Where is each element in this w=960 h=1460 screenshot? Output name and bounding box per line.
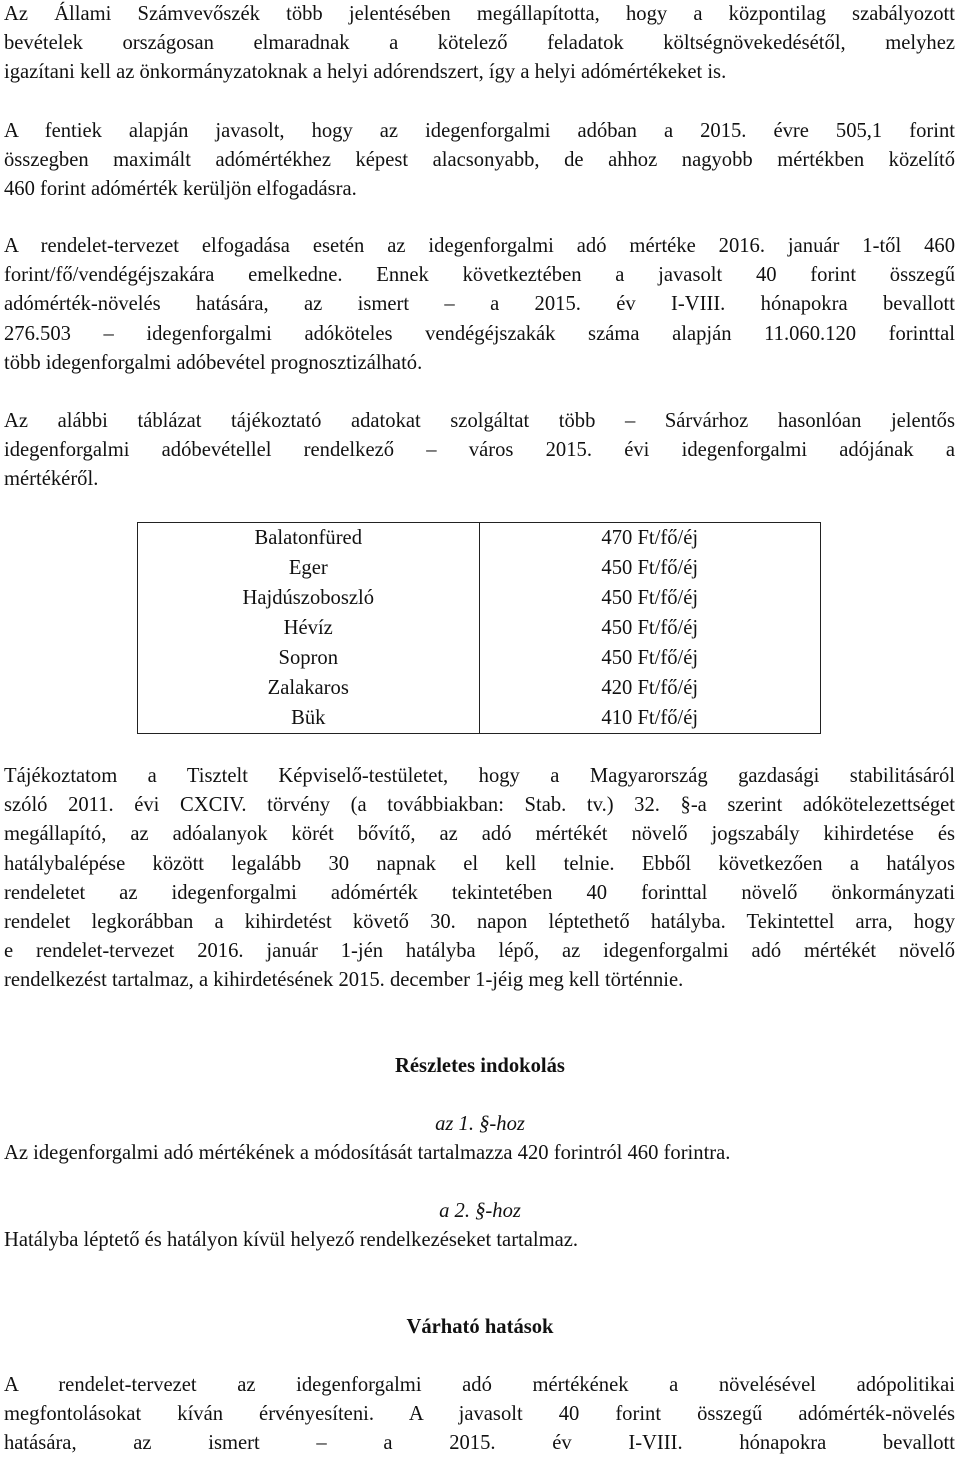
rate-cell: 450 Ft/fő/éj [479, 583, 821, 613]
rate-cell: 450 Ft/fő/éj [479, 613, 821, 643]
section-heading-detailed: Részletes indokolás [395, 1055, 565, 1077]
text-line: adómérték-növelés hatására, az ismert – a 2015. év I-VIII. hónapokra bevallott [4, 293, 955, 316]
text-line: Az Állami Számvevőszék több jelentésében megállapította, hogy a központilag szabályozott [4, 3, 955, 25]
text-line: több idegenforgalmi adóbevétel prognosztizálható. [4, 351, 423, 374]
table-row [138, 613, 821, 643]
text-line: szóló 2011. évi CXCIV. törvény (a továbbiakban: Stab. tv.) 32. §-a szerint adókötelezettséget [4, 794, 955, 817]
table-row [138, 523, 821, 554]
paragraph-intro [4, 0, 955, 88]
city-tax-table [137, 522, 821, 734]
paragraph-section-2 [4, 1226, 955, 1255]
text-line: bevételek országosan elmaradnak a kötelező feladatok költségnövekedésétől, melyhez [4, 32, 955, 55]
text-line: hatálybalépése között legalább 30 napnak el kell telnie. Ebből következően a hatályos [4, 852, 955, 875]
text-line: 460 forint adómérték kerüljön elfogadásra. [4, 178, 357, 201]
text-line: 276.503 – idegenforgalmi adóköteles vendégéjszakák száma alapján 11.060.120 forinttal [4, 322, 955, 345]
text-line: Az alábbi táblázat tájékoztató adatokat szolgáltat több – Sárvárhoz hasonlóan jelentős [4, 410, 955, 432]
rate-cell: 420 Ft/fő/éj [479, 673, 821, 703]
text-line: e rendelet-tervezet 2016. január 1-jén hatályba lépő, az idegenforgalmi adó mértékét növelő [4, 940, 955, 963]
text-line: Hatályba léptető és hatályon kívül helyező rendelkezéseket tartalmaz. [4, 1229, 579, 1251]
table-row [138, 643, 821, 673]
city-cell: Eger [138, 553, 480, 583]
subheading-section-2: a 2. §-hoz [439, 1200, 521, 1222]
table-row [138, 703, 821, 734]
text-line: forint/fő/vendégéjszakára emelkedne. Ennek következtében a javasolt 40 forint összegű [4, 264, 955, 287]
city-cell: Hévíz [138, 613, 480, 643]
text-line: Tájékoztatom a Tisztelt Képviselő-testületet, hogy a Magyarország gazdasági stabilitásáról [4, 765, 955, 787]
rate-cell: 410 Ft/fő/éj [479, 703, 821, 734]
text-line: A rendelet-tervezet az idegenforgalmi adó mértékének a növelésével adópolitikai [4, 1374, 955, 1396]
rate-cell: 470 Ft/fő/éj [479, 523, 821, 554]
city-cell: Bük [138, 703, 480, 734]
text-line: rendelet legkorábban a kihirdetést követő 30. napon léptethető hatályba. Tekintettel arra, hogy [4, 911, 955, 934]
city-cell: Balatonfüred [138, 523, 480, 554]
table-row [138, 583, 821, 613]
text-line: A rendelet-tervezet elfogadása esetén az idegenforgalmi adó mértéke 2016. január 1-től 460 [4, 235, 955, 257]
city-cell: Zalakaros [138, 673, 480, 703]
text-line: megállapító, az adóalanyok körét bővítő, az adó mértékét növelő jogszabály kihirdetése és [4, 823, 955, 846]
subheading-section-1: az 1. §-hoz [435, 1113, 525, 1135]
text-line: igazítani kell az önkormányzatoknak a helyi adórendszert, így a helyi adómértékeket is. [4, 61, 727, 84]
paragraph-impacts [4, 1371, 955, 1459]
text-line: hatására, az ismert – a 2015. év I-VIII. hónapokra bevallott [4, 1432, 955, 1455]
section-heading-impacts: Várható hatások [406, 1316, 554, 1338]
paragraph-forecast [4, 232, 955, 378]
text-line: megfontolásokat kíván érvényesíteni. A javasolt 40 forint összegű adómérték-növelés [4, 1403, 955, 1426]
paragraph-stab-law [4, 762, 955, 996]
city-cell: Sopron [138, 643, 480, 673]
text-line: mértékéről. [4, 468, 99, 491]
text-line: A fentiek alapján javasolt, hogy az idegenforgalmi adóban a 2015. évre 505,1 forint [4, 120, 955, 142]
text-line: összegben maximált adómértékhez képest alacsonyabb, de ahhoz nagyobb mértékben közelítő [4, 149, 955, 172]
text-line: rendelkezést tartalmaz, a kihirdetésének 2015. december 1-jéig meg kell történnie. [4, 969, 684, 992]
paragraph-table-intro [4, 407, 955, 495]
rate-cell: 450 Ft/fő/éj [479, 643, 821, 673]
text-line: rendeletet az idegenforgalmi adómérték tekintetében 40 forinttal növelő önkormányzati [4, 881, 955, 904]
table-row [138, 553, 821, 583]
rate-cell: 450 Ft/fő/éj [479, 553, 821, 583]
text-line: idegenforgalmi adóbevétellel rendelkező – város 2015. évi idegenforgalmi adójának a [4, 439, 955, 462]
paragraph-section-1 [4, 1139, 955, 1168]
paragraph-proposal [4, 117, 955, 205]
text-line: Az idegenforgalmi adó mértékének a módosítását tartalmazza 420 forintról 460 forintra. [4, 1142, 731, 1164]
table-row [138, 673, 821, 703]
city-cell: Hajdúszoboszló [138, 583, 480, 613]
